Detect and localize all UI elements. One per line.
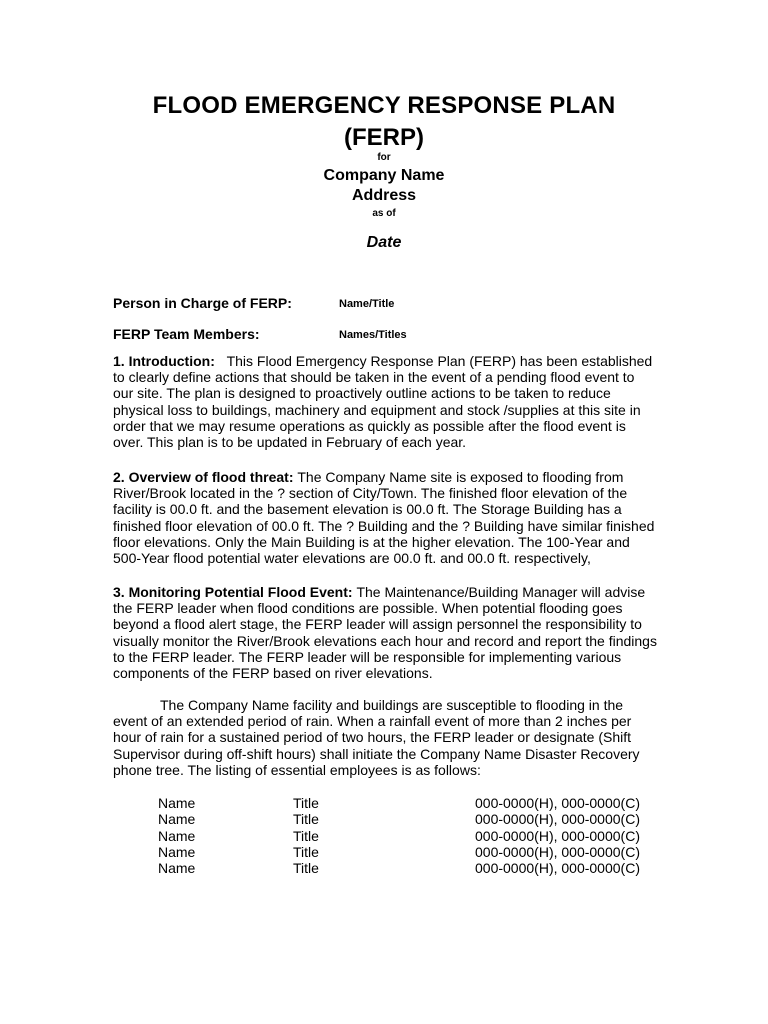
employee-title: Title [293,827,319,844]
employee-name: Name [158,827,196,844]
employee-title: Title [293,860,319,877]
employee-phone: 000-0000(H), 000-0000(C) [475,860,640,877]
list-item [158,795,658,811]
document-date: Date [366,234,402,251]
employee-phone: 000-0000(H), 000-0000(C) [475,795,640,811]
company-name: Company Name [323,167,445,184]
section-overview [113,469,658,566]
section-introduction [113,353,658,450]
employee-title: Title [293,811,319,828]
employee-name: Name [158,860,196,877]
employee-name: Name [158,843,196,860]
company-address: Address [351,187,417,204]
team-members-label: FERP Team Members: [113,326,260,342]
document-subtitle: (FERP) [344,124,424,151]
employee-phone: 000-0000(H), 000-0000(C) [475,827,640,844]
rainfall-paragraph: The Company Name facility and buildings are susceptible to flooding in the event of an extended period of rain. When a rainfall event of more than 2 inches per hour of rain for a sustained period of two hours, the FERP leader or designate (Shift Supervisor during off-shift hours) shall initiate the Company Name Disaster Recovery phone tree. The listing of essential employees is as follows: [113,697,640,778]
monitoring-heading: 3. Monitoring Potential Flood Event: [113,584,353,600]
as-of-text: as of [372,208,396,219]
list-item [158,828,658,844]
employee-name: Name [158,795,196,811]
person-in-charge-row [113,294,673,314]
overview-heading: 2. Overview of flood threat: [113,469,294,485]
introduction-body: This Flood Emergency Response Plan (FERP) has been established to clearly define actions that should be taken in the event of a pending flood event to our site. The plan is designed to proactively outline actions to be taken to reduce physical loss to buildings, machinery and equipment and stock /supplies at this site in order that we may resume operations as quickly as possible after the flood event is over. This plan is to be updated in February of each year. [113,353,653,451]
overview-body: The Company Name site is exposed to flooding from River/Brook located in the ? section of City/Town. The finished floor elevation of the facility is 00.0 ft. and the basement elevation is 00.0 ft. The Storage Building has a finished floor elevation of 00.0 ft. The ? Building and the ? Building have similar finished floor elevations. Only the Main Building is at the higher elevation. The 100-Year and 500-Year flood potential water elevations are 00.0 ft. and 00.0 ft. respectively, [113,469,655,567]
team-members-value: Names/Titles [339,329,407,341]
employee-list [158,795,658,876]
employee-title: Title [293,795,319,811]
section-monitoring [113,584,658,681]
employee-name: Name [158,811,196,828]
list-item [158,811,658,827]
employee-phone: 000-0000(H), 000-0000(C) [475,811,640,828]
for-text: for [377,152,391,163]
person-in-charge-value: Name/Title [339,298,395,310]
introduction-heading: 1. Introduction: [113,353,215,369]
list-item [158,860,658,876]
team-members-row [113,325,673,345]
list-item [158,844,658,860]
person-in-charge-label: Person in Charge of FERP: [113,295,292,311]
employee-title: Title [293,843,319,860]
monitoring-body: The Maintenance/Building Manager will advise the FERP leader when flood conditions are possible. When potential flooding goes beyond a flood alert stage, the FERP leader will assign personnel the responsibility to visually monitor the River/Brook elevations each hour and record and report the findings to the FERP leader. The FERP leader will be responsible for implementing various components of the FERP based on river elevations. [113,584,657,682]
employee-phone: 000-0000(H), 000-0000(C) [475,843,640,860]
document-title: FLOOD EMERGENCY RESPONSE PLAN [152,92,616,119]
